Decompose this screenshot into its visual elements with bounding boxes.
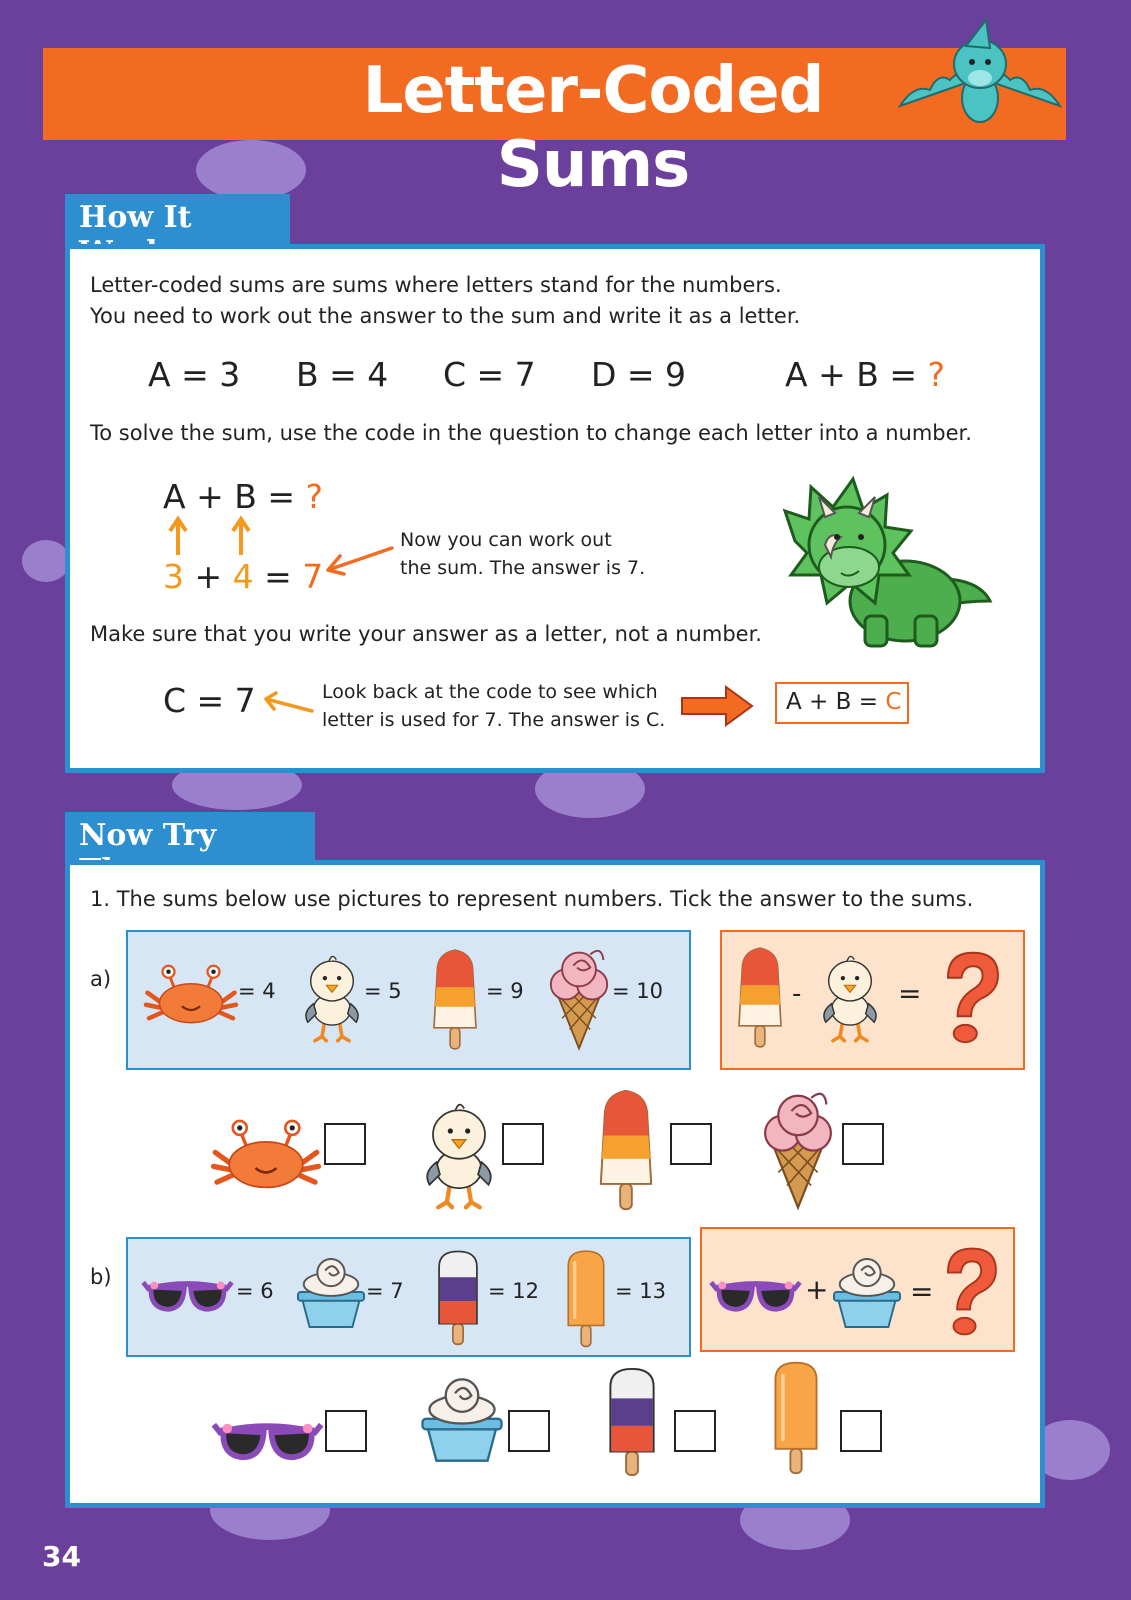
orange-lolly-icon: [764, 1359, 828, 1475]
up-arrow-icon: [231, 517, 251, 555]
ice-cream-cone-icon: [762, 1087, 834, 1213]
part-a-key-value: = 9: [486, 979, 524, 1003]
note-1-line-1: Now you can work out: [400, 529, 612, 551]
rocket-lolly-icon: [590, 1087, 662, 1213]
striped-lolly-icon: [600, 1365, 664, 1477]
number-b: 4: [232, 557, 254, 596]
code-a: A = 3: [148, 355, 241, 394]
crab-icon: [141, 965, 241, 1025]
question-mark-icon: [940, 947, 1004, 1047]
plus-sign: +: [184, 557, 233, 596]
sunglasses-icon: [708, 1270, 803, 1320]
note-1-line-2: the sum. The answer is 7.: [400, 557, 646, 579]
ice-cream-cone-icon: [548, 945, 610, 1053]
code-b: B = 4: [296, 355, 389, 394]
pterodactyl-icon: [890, 18, 1070, 138]
up-arrow-icon: [168, 517, 188, 555]
note-2-line-2: letter is used for 7. The answer is C.: [322, 709, 666, 731]
left-arrow-icon: [320, 544, 395, 576]
equals-sign: =: [253, 557, 303, 596]
chick-icon: [818, 945, 882, 1049]
option-tick-box[interactable]: [508, 1410, 550, 1452]
left-arrow-icon: [260, 691, 315, 715]
option-tick-box[interactable]: [324, 1123, 366, 1165]
now-try-heading: Now Try: [65, 812, 315, 864]
part-b-key-value: = 7: [366, 1279, 404, 1303]
part-a-key-value: = 10: [612, 979, 663, 1003]
answer-letter: C: [885, 689, 902, 715]
question-mark-icon: [940, 1243, 1002, 1339]
part-b-plus-sign: +: [805, 1273, 829, 1306]
chick-icon: [420, 1091, 498, 1217]
option-tick-box[interactable]: [674, 1410, 716, 1452]
intro-line-1: Letter-coded sums are sums where letters stand for the numbers.: [90, 273, 782, 297]
example-question-prefix: A + B =: [785, 355, 928, 394]
ice-cream-tub-icon: [832, 1257, 902, 1329]
part-a-key-value: = 4: [238, 979, 276, 1003]
part-a-equals-sign: =: [898, 977, 922, 1010]
part-b-key-value: = 13: [615, 1279, 666, 1303]
cloud-decoration: [22, 540, 70, 582]
crab-icon: [210, 1120, 322, 1190]
sunglasses-icon: [140, 1270, 235, 1320]
example-question-mark: ?: [927, 355, 945, 394]
reminder-text: Make sure that you write your answer as a letter, not a number.: [90, 622, 762, 646]
example-question: [785, 355, 945, 394]
right-arrow-icon: [680, 685, 755, 727]
worked-sum-letters: [163, 477, 323, 516]
part-b-equals-sign: =: [910, 1275, 934, 1308]
how-it-works-panel: [65, 244, 1045, 773]
part-a-key-value: = 5: [364, 979, 402, 1003]
triceratops-icon: [775, 471, 1005, 661]
intro-line-2: You need to work out the answer to the sum and write it as a letter.: [90, 304, 801, 328]
part-b-key-value: = 6: [236, 1279, 274, 1303]
option-tick-box[interactable]: [670, 1123, 712, 1165]
answer-prefix: A + B =: [786, 689, 886, 715]
orange-lolly-icon: [558, 1248, 614, 1348]
rocket-lolly-icon: [730, 945, 790, 1050]
striped-lolly-icon: [430, 1248, 486, 1346]
chick-icon: [300, 945, 364, 1049]
option-tick-box[interactable]: [842, 1123, 884, 1165]
part-b-key-value: = 12: [488, 1279, 539, 1303]
worked-sum-numbers: [163, 557, 323, 596]
page-title: Letter-Coded Sums: [362, 54, 824, 202]
part-a-label: a): [90, 967, 112, 991]
number-answer: 7: [302, 557, 324, 596]
part-a-minus-sign: -: [792, 979, 802, 1009]
question-1-text: 1. The sums below use pictures to represent numbers. Tick the answer to the sums.: [90, 887, 974, 911]
c-equals-seven: C = 7: [163, 681, 256, 720]
worked-sum-question-mark: ?: [305, 477, 323, 516]
page-number: 34: [42, 1540, 81, 1573]
instruction-text: To solve the sum, use the code in the question to change each letter into a number.: [90, 421, 972, 445]
rocket-lolly-icon: [425, 947, 485, 1052]
option-tick-box[interactable]: [325, 1410, 367, 1452]
note-2-line-1: Look back at the code to see which: [322, 681, 658, 703]
code-c: C = 7: [443, 355, 536, 394]
now-try-panel: [65, 860, 1045, 1508]
number-a: 3: [163, 557, 184, 596]
option-tick-box[interactable]: [502, 1123, 544, 1165]
worked-sum-prefix: A + B =: [163, 477, 306, 516]
code-d: D = 9: [591, 355, 687, 394]
ice-cream-tub-icon: [296, 1257, 366, 1329]
option-tick-box[interactable]: [840, 1410, 882, 1452]
how-it-works-heading: How It: [65, 194, 290, 246]
ice-cream-tub-icon: [420, 1377, 504, 1463]
answer-text: [786, 689, 901, 715]
sunglasses-icon: [210, 1410, 325, 1470]
part-b-label: b): [90, 1265, 112, 1289]
